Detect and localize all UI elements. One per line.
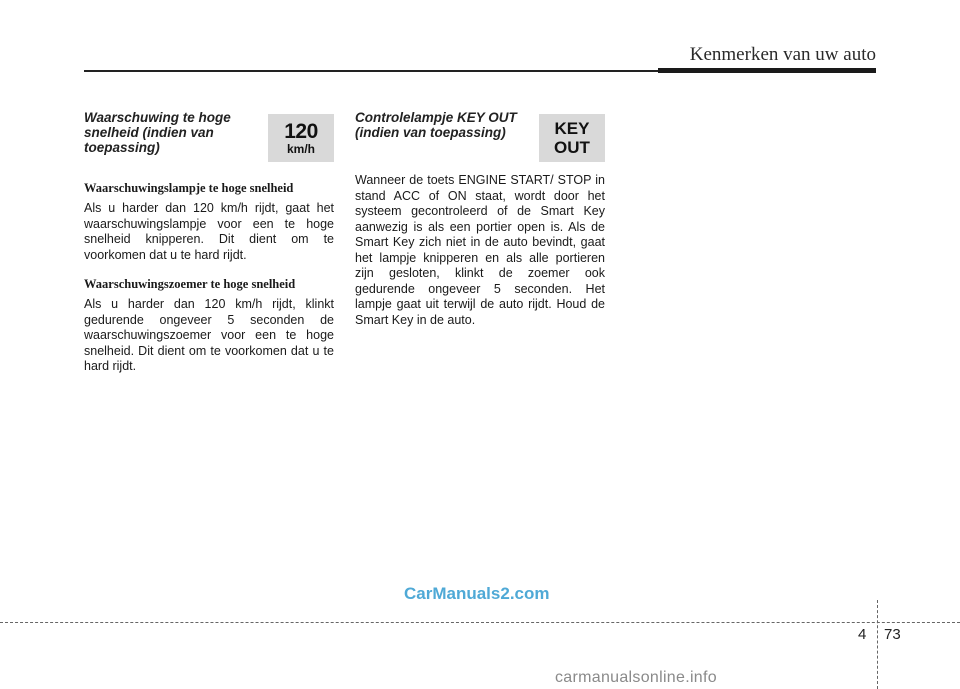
left-column [84, 110, 334, 375]
speed-warning-section-title: Waarschuwing te hoge snelheid (indien van toepassing) [84, 110, 231, 155]
watermark-link[interactable]: CarManuals2.com [404, 584, 550, 603]
key-out-line2: OUT [554, 138, 590, 157]
warning-light-text: Als u harder dan 120 km/h rijdt, gaat het waarschuwingslampje voor een te hoge snelheid knipperen. Dit dient om te voorkomen dat u te hard rijdt. [84, 201, 334, 262]
speed-warning-indicator-icon [268, 114, 334, 162]
page-header-title: Kenmerken van uw auto [689, 44, 876, 65]
chapter-number: 4 [858, 626, 867, 643]
warning-buzzer-heading: Waarschuwingszoemer te hoge snelheid [84, 277, 296, 291]
speed-limit-unit: km/h [286, 142, 315, 156]
key-out-indicator-icon [539, 114, 605, 162]
key-out-text: Wanneer de toets ENGINE START/ STOP in stand ACC of ON staat, wordt door het systeem gecontroleerd of de Smart Key aanwezig is als een portier open is. Als de Smart Key zich niet in de auto bevindt, gaat het lampje knipperen en als alle portieren zijn gesloten, klinkt de zoemer ook gedurende ongeveer 5 seconden. Het lampje gaat uit terwijl de auto rijdt. Houd de Smart Key in de auto. [355, 173, 605, 327]
warning-light-block [84, 181, 334, 263]
warning-buzzer-block [84, 277, 334, 375]
warning-light-heading: Waarschuwingslampje te hoge snelheid [84, 181, 294, 195]
right-column [355, 110, 605, 328]
key-out-line1: KEY [554, 119, 590, 138]
footer-rule [0, 622, 960, 623]
page-divider [877, 600, 878, 689]
page-number: 73 [884, 626, 901, 643]
header-rule [84, 70, 658, 72]
footer-site-watermark: carmanualsonline.info [555, 669, 717, 686]
header-rule-accent [658, 68, 876, 73]
key-out-section-title: Controlelampje KEY OUT (indien van toepassing) [355, 110, 517, 140]
warning-buzzer-text: Als u harder dan 120 km/h rijdt, klinkt gedurende ongeveer 5 seconden de waarschuwingszoemer voor een te hoge snelheid. Dit dient om te voorkomen dat u te hard rijdt. [84, 297, 334, 373]
speed-limit-value: 120 [284, 120, 318, 143]
